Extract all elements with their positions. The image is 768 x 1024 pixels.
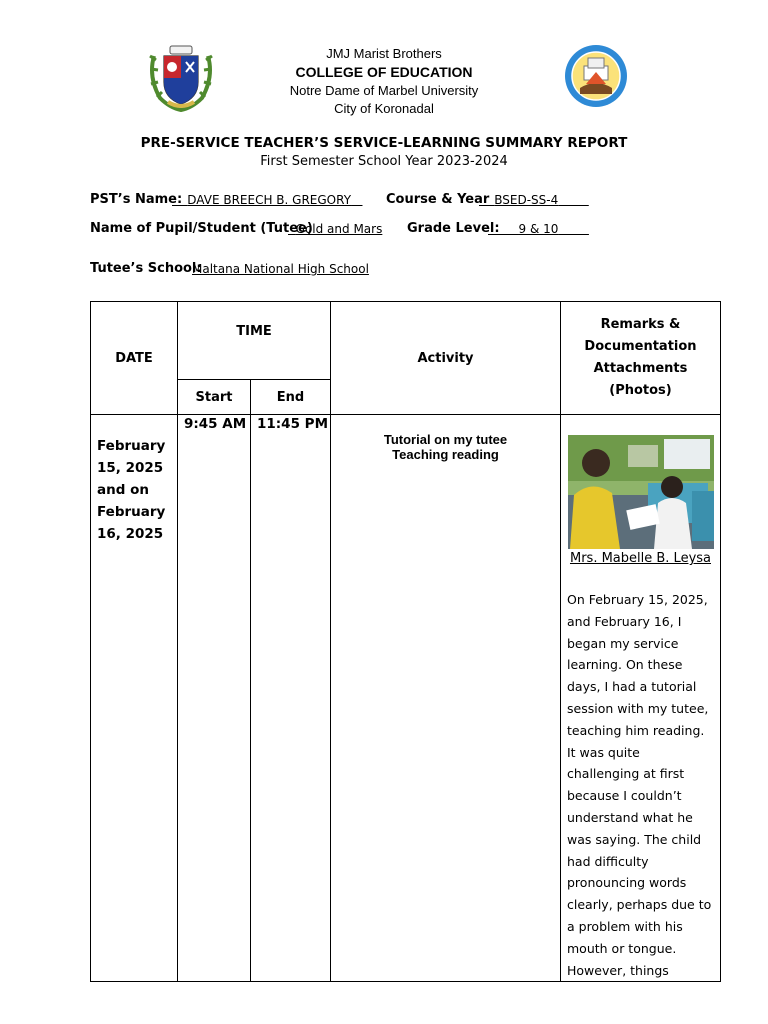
header-line-4: City of Koronadal [334,101,434,116]
header-time [178,302,331,380]
documentation-photo [568,435,714,549]
remarks-text: On February 15, 2025, and February 16, I began my service learning. On these days, I had a tutorial session with my tutee, teaching him reading. It was quite challenging at first because I couldn’t understand what he was saying. The child had difficulty pronouncing words clearly, perhaps due to a problem with his mouth or tongue. However, things [567,592,712,978]
header-time-text: TIME [236,324,272,339]
course-year-label: Course & Year [386,192,490,207]
tutee-school-value: Maltana National High School [192,262,369,276]
grade-level-text: 9 & 10 [518,222,559,236]
header-remarks-line-3: Attachments (Photos) [593,361,688,398]
tutee-name-label: Name of Pupil/Student (Tutee) [90,221,313,236]
pst-name-label: PST’s Name: [90,192,183,207]
tutee-name-value [288,222,382,236]
service-log-table [90,301,721,982]
table-row [91,415,721,982]
college-name: COLLEGE OF EDUCATION [295,64,473,80]
header-remarks-line-2: Documentation [584,339,697,354]
tutee-school-label: Tutee’s School: [90,261,202,276]
row-end-time: 11:45 PM [257,416,329,432]
header-activity [331,302,561,415]
row-activity-cell [331,415,561,982]
header-line-1: JMJ Marist Brothers [326,46,442,61]
row-activity-line-2: Teaching reading [392,447,499,462]
row-remarks-cell [561,415,721,982]
header-start-text: Start [195,389,233,405]
course-year-text: BSED-SS-4 [494,193,559,207]
report-subtitle: First Semester School Year 2023-2024 [260,154,508,169]
header-line-3: Notre Dame of Marbel University [289,83,479,98]
header-activity-text: Activity [417,350,474,366]
report-title: PRE-SERVICE TEACHER’S SERVICE-LEARNING SUMMARY REPORT [140,135,628,151]
photo-caption: Mrs. Mabelle B. Leysa [569,551,711,566]
row-activity-line-1: Tutorial on my tutee [383,432,508,447]
row-date: February 15, 2025 and on February 16, 2025 [97,438,166,542]
row-start-time: 9:45 AM [184,416,247,432]
course-year-value [479,193,589,207]
header-start [178,380,251,415]
header-date-text: DATE [115,350,153,366]
row-start-cell [178,415,251,982]
pst-name-value [172,193,362,207]
header-end [251,380,331,415]
grade-level-label: Grade Level: [407,221,500,236]
header-end-text: End [276,389,305,405]
pst-name-text: DAVE BREECH B. GREGORY [187,193,352,207]
header-remarks-line-1: Remarks & [600,317,681,332]
header-remarks [561,302,721,415]
tutee-name-text: Gold and Mars [295,222,383,236]
row-end-cell [251,415,331,982]
grade-level-value [488,222,589,236]
row-date-cell [91,415,178,982]
header-date [91,302,178,415]
